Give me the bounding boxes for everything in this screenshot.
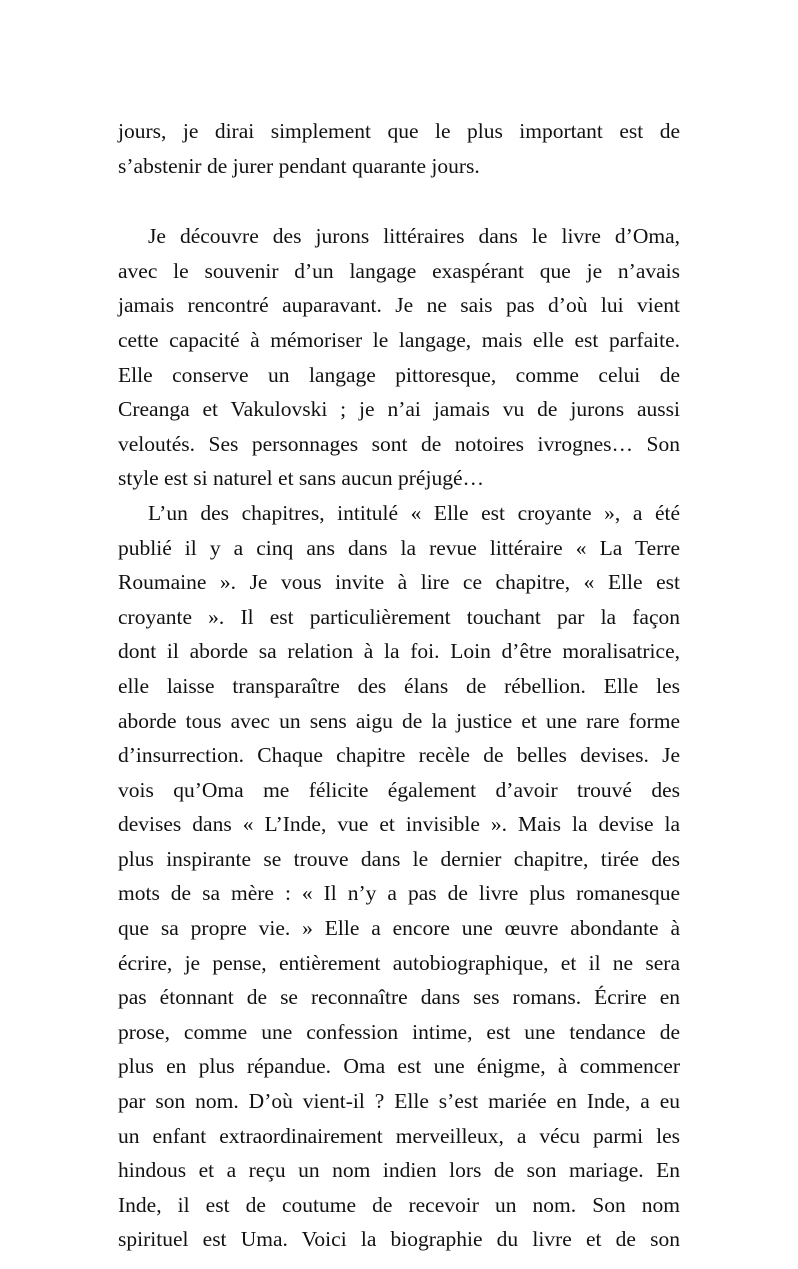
text-line: Creanga et Vakulovski ; je n’ai jamais vu de jurons aussi [118,397,680,422]
text-line: hindous et a reçu un nom indien lors de son mariage. En [118,1158,680,1183]
text-line: Inde, il est de coutume de recevoir un nom. Son nom [118,1192,680,1217]
text-line: style est si naturel et sans aucun préjugé… [118,466,484,491]
text-line: spirituel est Uma. Voici la biographie du livre et de son [118,1227,680,1252]
text-line: que sa propre vie. » Elle a encore une œuvre abondante à [118,916,680,941]
text-line: avec le souvenir d’un langage exaspérant que je n’avais [118,258,680,283]
text-line: Elle conserve un langage pittoresque, comme celui de [118,362,680,387]
text-line: aborde tous avec un sens aigu de la justice et une rare forme [118,708,680,733]
text-line: un enfant extraordinairement merveilleux, a vécu parmi les [118,1123,680,1148]
text-line: mots de sa mère : « Il n’y a pas de livre plus romanesque [118,881,680,906]
paragraph [118,114,680,183]
paragraph [118,496,680,1257]
text-line: s’abstenir de jurer pendant quarante jours. [118,153,480,178]
text-line: dont il aborde sa relation à la foi. Loin d’être moralisatrice, [118,639,680,664]
text-line: publié il y a cinq ans dans la revue littéraire « La Terre [118,535,680,560]
text-line: Roumaine ». Je vous invite à lire ce chapitre, « Elle est [118,570,680,595]
book-page [118,114,680,1257]
text-line: veloutés. Ses personnages sont de notoires ivrognes… Son [118,431,680,456]
text-line: cette capacité à mémoriser le langage, mais elle est parfaite. [118,327,680,352]
text-line: d’insurrection. Chaque chapitre recèle de belles devises. Je [118,743,680,768]
text-line: plus inspirante se trouve dans le dernier chapitre, tirée des [118,846,680,871]
text-line: elle laisse transparaître des élans de rébellion. Elle les [118,673,680,698]
text-line: jamais rencontré auparavant. Je ne sais pas d’où lui vient [118,293,680,318]
text-line: par son nom. D’où vient-il ? Elle s’est mariée en Inde, a eu [118,1089,680,1114]
text-line: L’un des chapitres, intitulé « Elle est croyante », a été [148,500,680,525]
text-line: écrire, je pense, entièrement autobiographique, et il ne sera [118,950,680,975]
text-line: vois qu’Oma me félicite également d’avoir trouvé des [118,777,680,802]
text-line: pas étonnant de se reconnaître dans ses romans. Écrire en [118,985,680,1010]
paragraph [118,219,680,496]
text-line: croyante ». Il est particulièrement touchant par la façon [118,604,680,629]
paragraph-spacer [118,183,680,219]
text-line: Je découvre des jurons littéraires dans le livre d’Oma, [148,224,680,249]
text-line: prose, comme une confession intime, est une tendance de [118,1019,680,1044]
text-line: jours, je dirai simplement que le plus important est de [118,119,680,143]
text-line: devises dans « L’Inde, vue et invisible ». Mais la devise la [118,812,680,837]
text-line: plus en plus répandue. Oma est une énigme, à commencer [118,1054,680,1079]
